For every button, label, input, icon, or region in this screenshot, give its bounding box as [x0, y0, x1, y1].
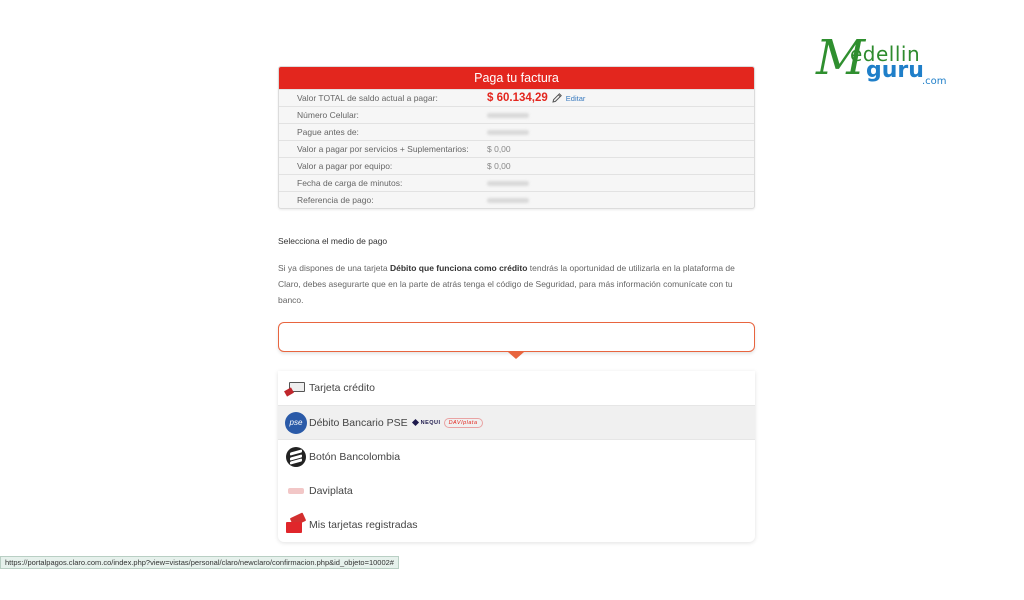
invoice-title: Paga tu factura	[279, 67, 754, 89]
info-pre: Si ya dispones de una tarjeta	[278, 263, 390, 273]
redacted-value	[487, 181, 529, 186]
logo-edellin: edellin	[850, 42, 921, 66]
daviplata-icon	[284, 480, 308, 502]
logo-m: M	[816, 30, 866, 86]
row-label: Valor a pagar por equipo:	[297, 161, 393, 171]
invoice-row-phone	[279, 106, 754, 123]
total-amount: $ 60.134,29	[487, 91, 548, 104]
nequi-diamond-icon	[412, 419, 419, 426]
medellin-guru-logo	[816, 30, 956, 88]
option-bancolombia[interactable]	[278, 440, 755, 474]
row-label: Fecha de carga de minutos:	[297, 178, 403, 188]
invoice-card	[278, 66, 755, 209]
row-value: $ 0,00	[487, 144, 511, 154]
redacted-value	[487, 113, 529, 118]
payment-options-list	[278, 371, 755, 542]
row-label: Pague antes de:	[297, 127, 359, 137]
invoice-row-services	[279, 140, 754, 157]
option-label: Daviplata	[309, 485, 353, 497]
row-label: Valor a pagar por servicios + Suplementarios:	[297, 144, 469, 154]
nequi-daviplata-badges	[413, 418, 483, 428]
info-post: tendrás la oportunidad de utilizarla en la plataforma de Claro, debes asegurarte que en la parte de atrás tenga el código de Seguridad, para más información comunícate con tu banco.	[278, 263, 735, 305]
bancolombia-icon	[284, 446, 308, 468]
daviplata-badge: DAVIplata	[444, 418, 483, 428]
option-label: Débito Bancario PSE	[309, 416, 408, 429]
info-bold: Débito que funciona como crédito	[390, 263, 528, 273]
nequi-label: NEQUI	[420, 419, 441, 426]
invoice-row-equipment	[279, 157, 754, 174]
logo-guru: guru	[866, 58, 924, 83]
payment-method-select[interactable]	[278, 322, 755, 352]
row-value: $ 0,00	[487, 161, 511, 171]
option-registered-cards[interactable]	[278, 508, 755, 542]
edit-link[interactable]: Editar	[565, 93, 586, 103]
registered-cards-icon	[284, 514, 308, 536]
payment-section-title: Selecciona el medio de pago	[278, 236, 388, 246]
invoice-row-due-date	[279, 123, 754, 140]
row-label: Referencia de pago:	[297, 195, 374, 205]
redacted-value	[487, 198, 529, 203]
invoice-row-minutes-date	[279, 174, 754, 191]
option-label: Tarjeta crédito	[309, 382, 375, 394]
redacted-value	[487, 130, 529, 135]
pse-icon: pse	[284, 412, 308, 434]
option-daviplata[interactable]	[278, 474, 755, 508]
row-label: Número Celular:	[297, 110, 359, 120]
credit-card-icon	[284, 377, 308, 399]
status-bar-url: https://portalpagos.claro.com.co/index.php?view=vistas/personal/claro/newclaro/confirmacion.php&id_objeto=10002#	[0, 556, 399, 569]
invoice-row-reference	[279, 191, 754, 208]
invoice-row-total	[279, 89, 754, 106]
pencil-icon[interactable]	[551, 92, 563, 104]
logo-com: .com	[922, 76, 947, 87]
option-label: Botón Bancolombia	[309, 451, 401, 463]
option-credit-card[interactable]	[278, 371, 755, 405]
row-label: Valor TOTAL de saldo actual a pagar:	[297, 93, 438, 103]
dropdown-caret-icon	[508, 352, 524, 359]
payment-info-text	[278, 260, 758, 308]
option-label: Mis tarjetas registradas	[309, 519, 418, 531]
option-pse[interactable]	[278, 405, 755, 440]
